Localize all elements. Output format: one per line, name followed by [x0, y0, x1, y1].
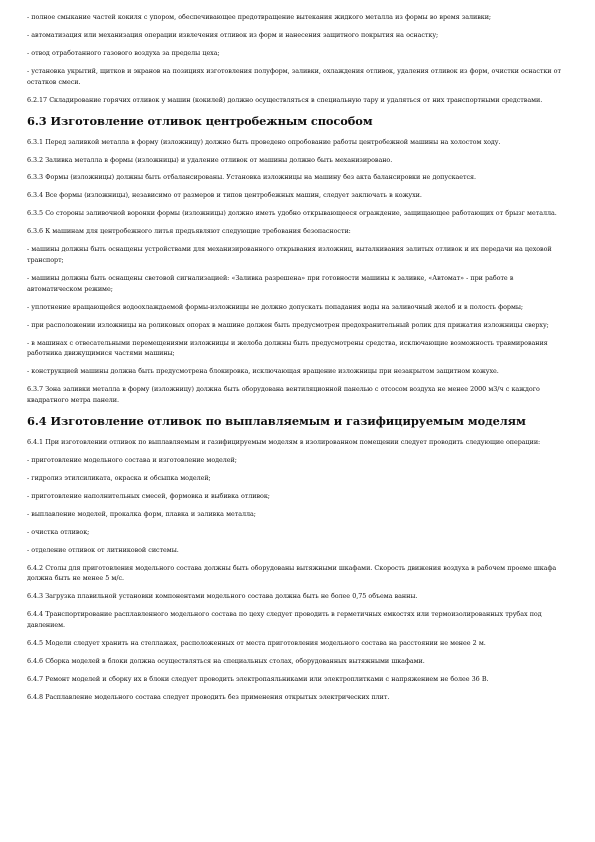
paragraph: - отделение отливок от литниковой системы.	[27, 545, 179, 554]
paragraph: - уплотнение вращающейся водоохлаждаемой формы-изложницы не должно допускать попадания воды на заливочный желоб и в полость формы;	[27, 302, 524, 311]
section-heading: 6.4 Изготовление отливок по выплавляемым и газифицируемым моделям	[27, 413, 526, 428]
paragraph: - в машинах с отвесательными перемещениями изложницы и желоба должны быть предусмотрены средства, исключающие возможность травмирования работника движущимися частями машины;	[27, 338, 548, 358]
paragraph: - приготовление модельного состава и изготовление моделей;	[27, 455, 237, 464]
paragraph: 6.3.3 Формы (изложницы) должны быть отбалансированы. Установка изложницы на машину без акта балансировки не допускается.	[27, 173, 477, 182]
paragraph: 6.3.4 Все формы (изложницы), независимо от размеров и типов центробежных машин, следует заключать в кожухи.	[27, 191, 422, 200]
paragraph: 6.3.2 Заливка металла в формы (изложницы) и удаление отливок от машины должно быть механизировано.	[27, 155, 393, 164]
paragraph: 6.2.17 Складирование горячих отливок у машин (кокилей) должно осуществляться в специальную тару и удаляться от них транспортными средствами.	[27, 95, 543, 104]
paragraph: - автоматизация или механизация операции извлечения отливок из форм и нанесения защитного покрытия на оснастку;	[27, 30, 439, 39]
paragraph: 6.4.2 Столы для приготовления модельного состава должны быть оборудованы вытяжными шкафами. Скорость движения воздуха в рабочем проеме шкафа должна быть не менее 5 м/с.	[27, 563, 557, 583]
section-heading: 6.3 Изготовление отливок центробежным способом	[27, 113, 373, 128]
paragraph: 6.4.8 Расплавление модельного состава следует проводить без применения открытых электрических плит.	[27, 692, 390, 701]
paragraph: 6.3.1 Перед заливкой металла в форму (изложницу) должно быть проведено опробование работы центробежной машины на холостом ходу.	[27, 137, 501, 146]
paragraph: - отвод отработанного газового воздуха за пределы цеха;	[27, 48, 220, 57]
paragraph: 6.3.6 К машинам для центробежного литья предъявляют следующие требования безопасности:	[27, 227, 351, 236]
paragraph: - гидролиз этилсиликата, окраска и обсыпка моделей;	[27, 473, 211, 482]
paragraph: 6.4.6 Сборка моделей в блоки должна осуществляться на специальных столах, оборудованных вытяжными шкафами.	[27, 656, 425, 665]
paragraph: 6.4.4 Транспортирование расплавленного модельного состава по цеху следует проводить в герметичных емкостях или термоизолированных трубах под давлением.	[27, 610, 542, 629]
paragraph: - полное смыкание частей кокиля с упором, обеспечивающее предотвращение вытекания жидкого металла из формы во время заливки;	[27, 13, 492, 21]
paragraph: - приготовление наполнительных смесей, формовка и выбивка отливок;	[27, 491, 270, 500]
paragraph: 6.4.1 При изготовлении отливок по выплавляемым и газифицируемым моделям в изолированном помещении следует проводить следующие операции:	[27, 437, 541, 446]
document-page	[27, 12, 565, 710]
paragraph: - конструкцией машины должна быть предусмотрена блокировка, исключающая вращение изложницы при незакрытом защитном кожухе.	[27, 367, 499, 376]
paragraph: 6.4.3 Загрузка плавильной установки компонентами модельного состава должна быть не более 0,75 объема ванны.	[27, 592, 418, 601]
paragraph: - машины должны быть оснащены световой сигнализацией: «Заливка разрешена» при готовности машины к заливке, «Автомат» - при работе в автоматическом режиме;	[27, 274, 514, 293]
paragraph: - выплавление моделей, прокалка форм, плавка и заливка металла;	[27, 509, 256, 518]
paragraph: - очистка отливок;	[27, 527, 90, 536]
paragraph: 6.3.7 Зона заливки металла в форму (изложницу) должна быть оборудована вентиляционной панелью с отсосом воздуха не менее 2000 м3/ч с каждого квадратного метра панели.	[27, 385, 540, 404]
paragraph: - установка укрытий, щитков и экранов на позициях изготовления полуформ, заливки, охлаждения отливок, удаления отливок из форм, очистки оснастки от остатков смеси.	[27, 66, 561, 86]
paragraph: 6.4.7 Ремонт моделей и сборку их в блоки следует проводить электропаяльниками или электроплитками с напряжением не более 36 В.	[27, 674, 489, 683]
paragraph: - при расположении изложницы на роликовых опорах в машине должен быть предусмотрен предохранительный ролик для прижатия изложницы сверху;	[27, 320, 549, 329]
paragraph: 6.3.5 Со стороны заливочной воронки формы (изложницы) должно иметь удобно открывающееся ограждение, защищающее работающих от брызг металла.	[27, 209, 557, 218]
paragraph: - машины должны быть оснащены устройствами для механизированного открывания изложниц, выталкивания залитых отливок и их передачи на цеховой транспорт;	[27, 245, 552, 265]
paragraph: 6.4.5 Модели следует хранить на стеллажах, расположенных от места приготовления модельного состава на расстоянии не менее 2 м.	[27, 638, 486, 647]
